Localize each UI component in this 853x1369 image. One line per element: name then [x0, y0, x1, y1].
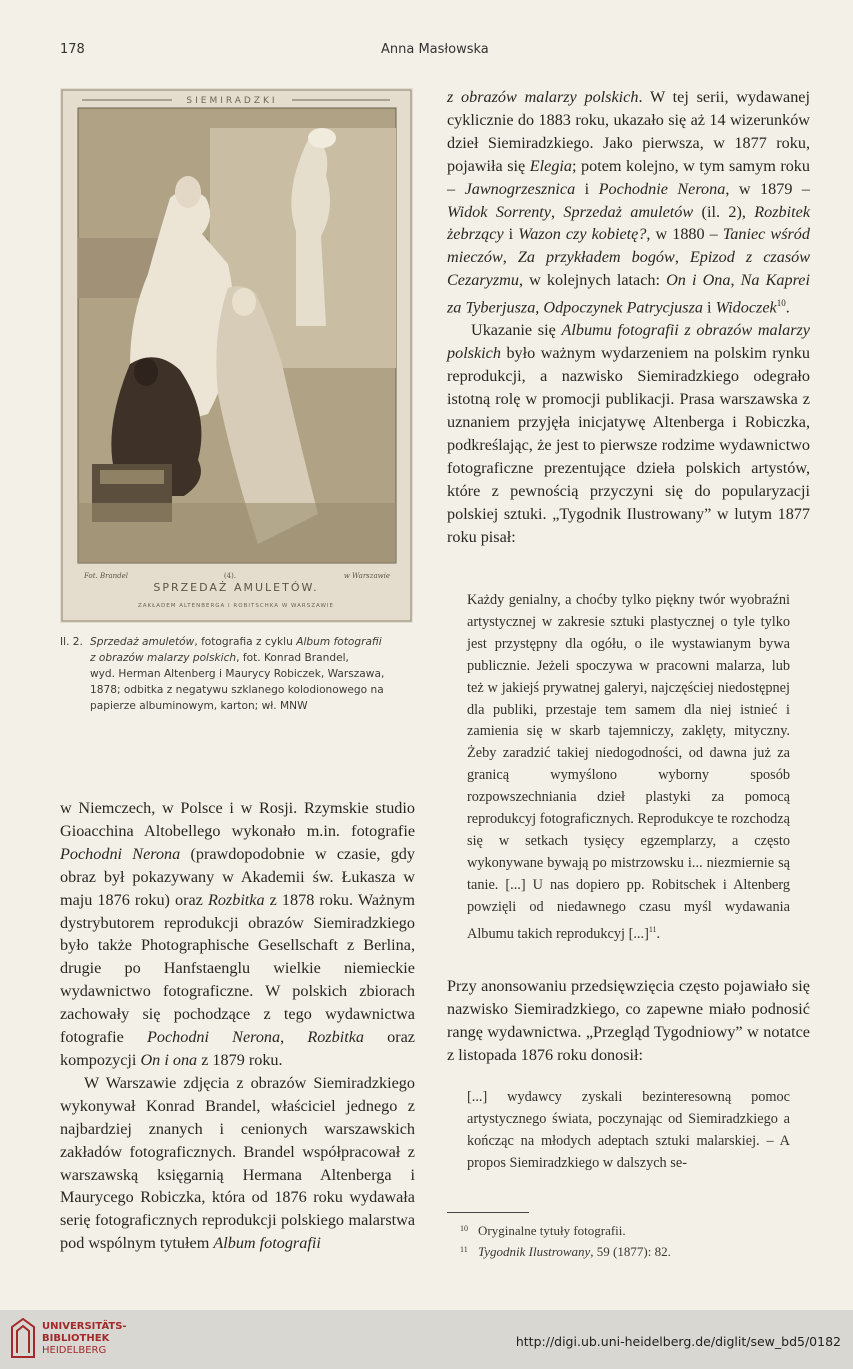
paragraph: Ukazanie się Albumu fotografii z obrazów malarzy polskich było ważnym wydarzeniem na polskim rynku reprodukcji, a nazwisko Siemiradzkiego odegrało istotną rolę w promocji publikacji. Prasa warszawska z uznaniem przyjęła inicjatywę Altenberga i Robiczka, podkreślając, że jest to pierwsze rodzime wydawnictwo fotograficzne prezentujące dzieła polskich artystów, które z pewnością przyczyni się do popularyzacji polskiej sztuki. „Tygodnik Ilustrowany” w lutym 1877 roku pisał: — [447, 321, 810, 546]
page-number: 178 — [60, 42, 85, 57]
photo-top-label: SIEMIRADZKI — [186, 96, 278, 106]
block-quote: Każdy genialny, a choćby tylko piękny twór wyobraźni artystycznej w zakresie sztuki plastycznej o tyle tylko jest przystępny dla ogółu, o ile wystawianym bywa publicznie. Jeżeli spoczywa w pracowni malarza, lub też w jakiejś prywatnej galeryi, najczęściej niedostępnej dla publiki, przestaje tem samem dla niej istnieć i zamienia się w skarb tajemniczy, zaklęty, mityczny. Żeby zaradzić takiej niedogodności, od dawna już za granicą wymyślono wyborny sposób rozpowszechniania dzieł plastyki za pomocą reprodukcyj fotograficznych. Reprodukcye te rozchodzą się w setkach tysięcy egzemplarzy, a często wykonywane bywają po mistrzowsku i... niezmiernie są tanie. [...] U nas dopiero pp. Robitschek i Altenberg powzięli od niedawnego czasu myśl wydawania Albumu takich reprodukcyj [...]$^{11}$. — [467, 592, 790, 942]
photo-publisher: ZAKŁADEM ALTENBERGA I ROBITSCHKA W WARSZAWIE — [138, 603, 334, 609]
footnote-ref: 10 — [776, 298, 786, 309]
caption-line: wyd. Herman Altenberg i Maurycy Robiczek, Warszawa, — [90, 668, 385, 680]
photo-title: SPRZEDAŻ AMULETÓW. — [153, 581, 319, 594]
caption-title: Sprzedaż amuletów — [90, 636, 195, 648]
footnote: $^{11}$ Tygodnik Ilustrowany, 59 (1877): 82. — [460, 1244, 671, 1259]
caption-line: 1878; odbitka z negatywu szklanego kolodionowego na — [90, 684, 384, 696]
caption-text: , fot. Konrad Brandel, — [236, 652, 349, 664]
footnote-ref: 11 — [648, 924, 657, 934]
right-column-text — [447, 86, 810, 549]
caption-album-cont: z obrazów malarzy polskich — [90, 652, 237, 664]
library-name: UNIVERSITÄTS- BIBLIOTHEK HEIDELBERG — [42, 1321, 127, 1356]
footnote-divider — [447, 1212, 529, 1213]
photo-number: (4). — [223, 572, 237, 580]
library-logo-icon — [10, 1317, 36, 1359]
paragraph: Przy anonsowaniu przedsięwzięcia często pojawiało się nazwisko Siemiradzkiego, co zapewne miało podnosić rangę wydawnictwa. „Przegląd Tygodniowy” w notatce z listopada 1876 roku donosił: — [447, 977, 810, 1064]
figure-caption — [60, 634, 412, 714]
left-column-text — [60, 797, 415, 1255]
footnote: $^{10}$ Oryginalne tytuły fotografii. — [460, 1223, 626, 1238]
paragraph: W Warszawie zdjęcia z obrazów Siemiradzkiego wykonywał Konrad Brandel, właściciel jednego z najbardziej znanych i cenionych warszawskich zakładów fotograficznych. Brandel współpracował z warszawską księgarnią Hermana Altenberga i Maurycego Robiczka, która od 1876 roku wydawała serię fotograficznych reprodukcji polskiego malarstwa pod wspólnym tytułem Album fotografii — [60, 1073, 415, 1253]
caption-text: , fotografia z cyklu — [194, 636, 297, 648]
photograph-sprzedaz-amuletow — [60, 88, 413, 623]
source-url[interactable]: http://digi.ub.uni-heidelberg.de/diglit/sew_bd5/0182 — [515, 1334, 841, 1349]
caption-album: Album fotografii — [296, 636, 382, 648]
footnotes — [460, 1219, 810, 1261]
paragraph: z obrazów malarzy polskich. W tej serii, wydawanej cyklicznie do 1883 roku, ukazało się aż 14 wizerunków dzieł Siemiradzkiego. Jako pierwsza, w 1877 roku, pojawiła się Elegia; potem kolejno, w tym samym roku – Jawnogrzesznica i Pochodnie Nerona, w 1879 – Widok Sorrenty, Sprzedaż amuletów (il. 2), Rozbitek żebrzący i Wazon czy kobietę?, w 1880 – Taniec wśród mieczów, Za przykładem bogów, Epizod z czasów Cezaryzmu, w kolejnych latach: On i Ona, Na Kaprei za Tyberjusza, Odpoczynek Patrycjusza i Widoczek$^{10}$. — [447, 88, 811, 317]
paragraph: w Niemczech, w Polsce i w Rosji. Rzymskie studio Gioacchina Altobellego wykonało m.in. fotografie Pochodni Nerona (prawdopodobnie w czasie, gdy obraz był pokazywany w Akademii św. Łukasza w maju 1876 roku) oraz Rozbitka z 1878 roku. Ważnym dystrybutorem reprodukcji obrazów Siemiradzkiego było także Photographische Gesellschaft z Berlina, drugie po Hanfstaenglu wielkie niemieckie wydawnictwo fotograficzne. W polskich zbiorach zachowały się pochodzące z tego wydawnictwa fotografie Pochodni Nerona, Rozbitka oraz kompozycji On i ona z 1879 roku. — [60, 799, 415, 1069]
photo-left-credit: Fot. Brandel — [84, 572, 128, 580]
block-quote: [...] wydawcy zyskali bezinteresowną pomoc artystycznego świata, poczynając od Siemiradzkiego a kończąc na młodych adeptach sztuki malarskiej. – A propos Siemiradzkiego w dalszych se- — [467, 1089, 790, 1171]
running-header-author: Anna Masłowska — [381, 42, 489, 57]
caption-label: Il. 2. — [60, 636, 83, 648]
photo-right-credit: w Warszawie — [343, 572, 390, 580]
caption-line: papierze albuminowym, karton; wł. MNW — [90, 700, 308, 712]
